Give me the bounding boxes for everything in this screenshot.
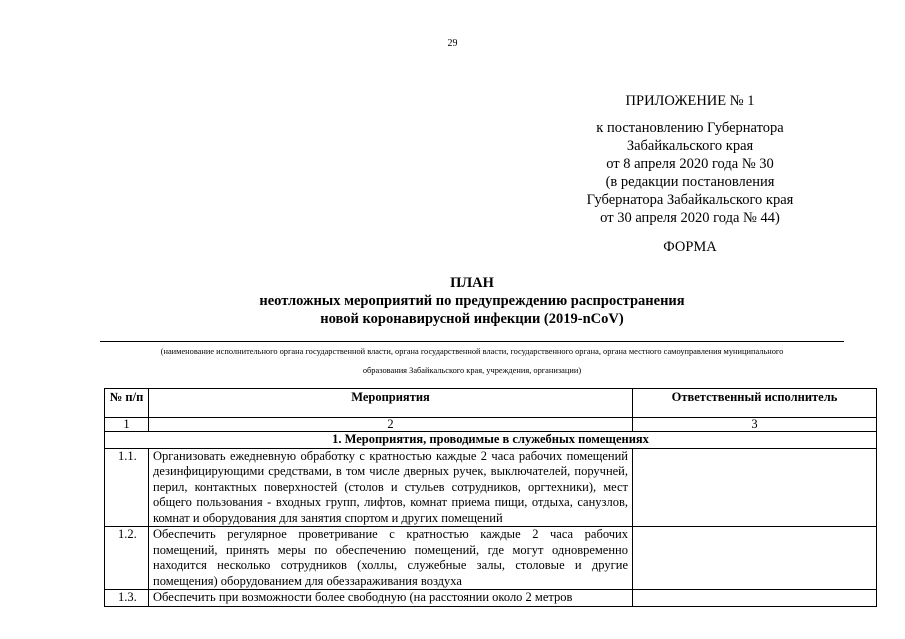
- row-responsible: [633, 590, 877, 607]
- header-activities: Мероприятия: [149, 389, 633, 418]
- row-number: 1.3.: [105, 590, 149, 607]
- appendix-line: от 30 апреля 2020 года № 44): [600, 210, 780, 226]
- row-activity: Обеспечить при возможности более свободную (на расстоянии около 2 метров: [149, 590, 633, 607]
- plan-heading: [100, 274, 844, 328]
- appendix-block: [520, 92, 860, 227]
- row-activity: Обеспечить регулярное проветривание с кратностью каждые 2 часа рабочих помещений, принять меры по обеспечению помещений, где могут одновременно находится несколько сотрудников (холлы, служебные залы, столовые и другие помещения) оборудованием для обеззараживания воздуха: [149, 527, 633, 590]
- appendix-line: от 8 апреля 2020 года № 30: [606, 156, 774, 172]
- form-label: ФОРМА: [663, 239, 717, 255]
- row-activity: Организовать ежедневную обработку с кратностью каждые 2 часа рабочих помещений дезинфицирующими средствами, в том числе дверных ручек, выключателей, поручней, перил, контактных поверхностей (столов и стульев сотрудников, оргтехники), мест общего пользования - входных групп, лифтов, комнат приема пищи, отдыха, санузлов, комнат и оборудования для занятия спортом и других помещений: [149, 448, 633, 527]
- table-row: [105, 590, 877, 607]
- appendix-title: ПРИЛОЖЕНИЕ № 1: [625, 93, 755, 109]
- column-number: 2: [149, 418, 633, 432]
- organization-caption-line: образования Забайкальского края, учреждения, организации): [362, 366, 582, 375]
- header-responsible: Ответственный исполнитель: [633, 389, 877, 418]
- column-number: 3: [633, 418, 877, 432]
- appendix-line: к постановлению Губернатора: [596, 120, 784, 136]
- row-responsible: [633, 448, 877, 527]
- table-header-row: [105, 389, 877, 418]
- row-responsible: [633, 527, 877, 590]
- plan-subtitle: новой коронавирусной инфекции (2019-nCoV): [320, 311, 624, 327]
- organization-caption: [100, 342, 844, 380]
- row-number: 1.1.: [105, 448, 149, 527]
- appendix-line: (в редакции постановления: [605, 174, 775, 190]
- page-number: 29: [447, 38, 458, 49]
- plan-title: ПЛАН: [450, 275, 494, 291]
- plan-table: [104, 388, 877, 607]
- row-number: 1.2.: [105, 527, 149, 590]
- section-title: 1. Мероприятия, проводимые в служебных помещениях: [105, 432, 877, 449]
- table-row: [105, 527, 877, 590]
- column-numbers-row: [105, 418, 877, 432]
- appendix-line: Губернатора Забайкальского края: [586, 192, 794, 208]
- table-row: [105, 448, 877, 527]
- header-number: № п/п: [105, 389, 149, 418]
- organization-caption-line: (наименование исполнительного органа государственной власти, органа государственной власти, государственного органа, органа местного самоуправления муниципального: [160, 347, 784, 356]
- section-row: [105, 432, 877, 449]
- appendix-line: Забайкальского края: [626, 138, 754, 154]
- column-number: 1: [105, 418, 149, 432]
- plan-subtitle: неотложных мероприятий по предупреждению распространения: [259, 293, 685, 309]
